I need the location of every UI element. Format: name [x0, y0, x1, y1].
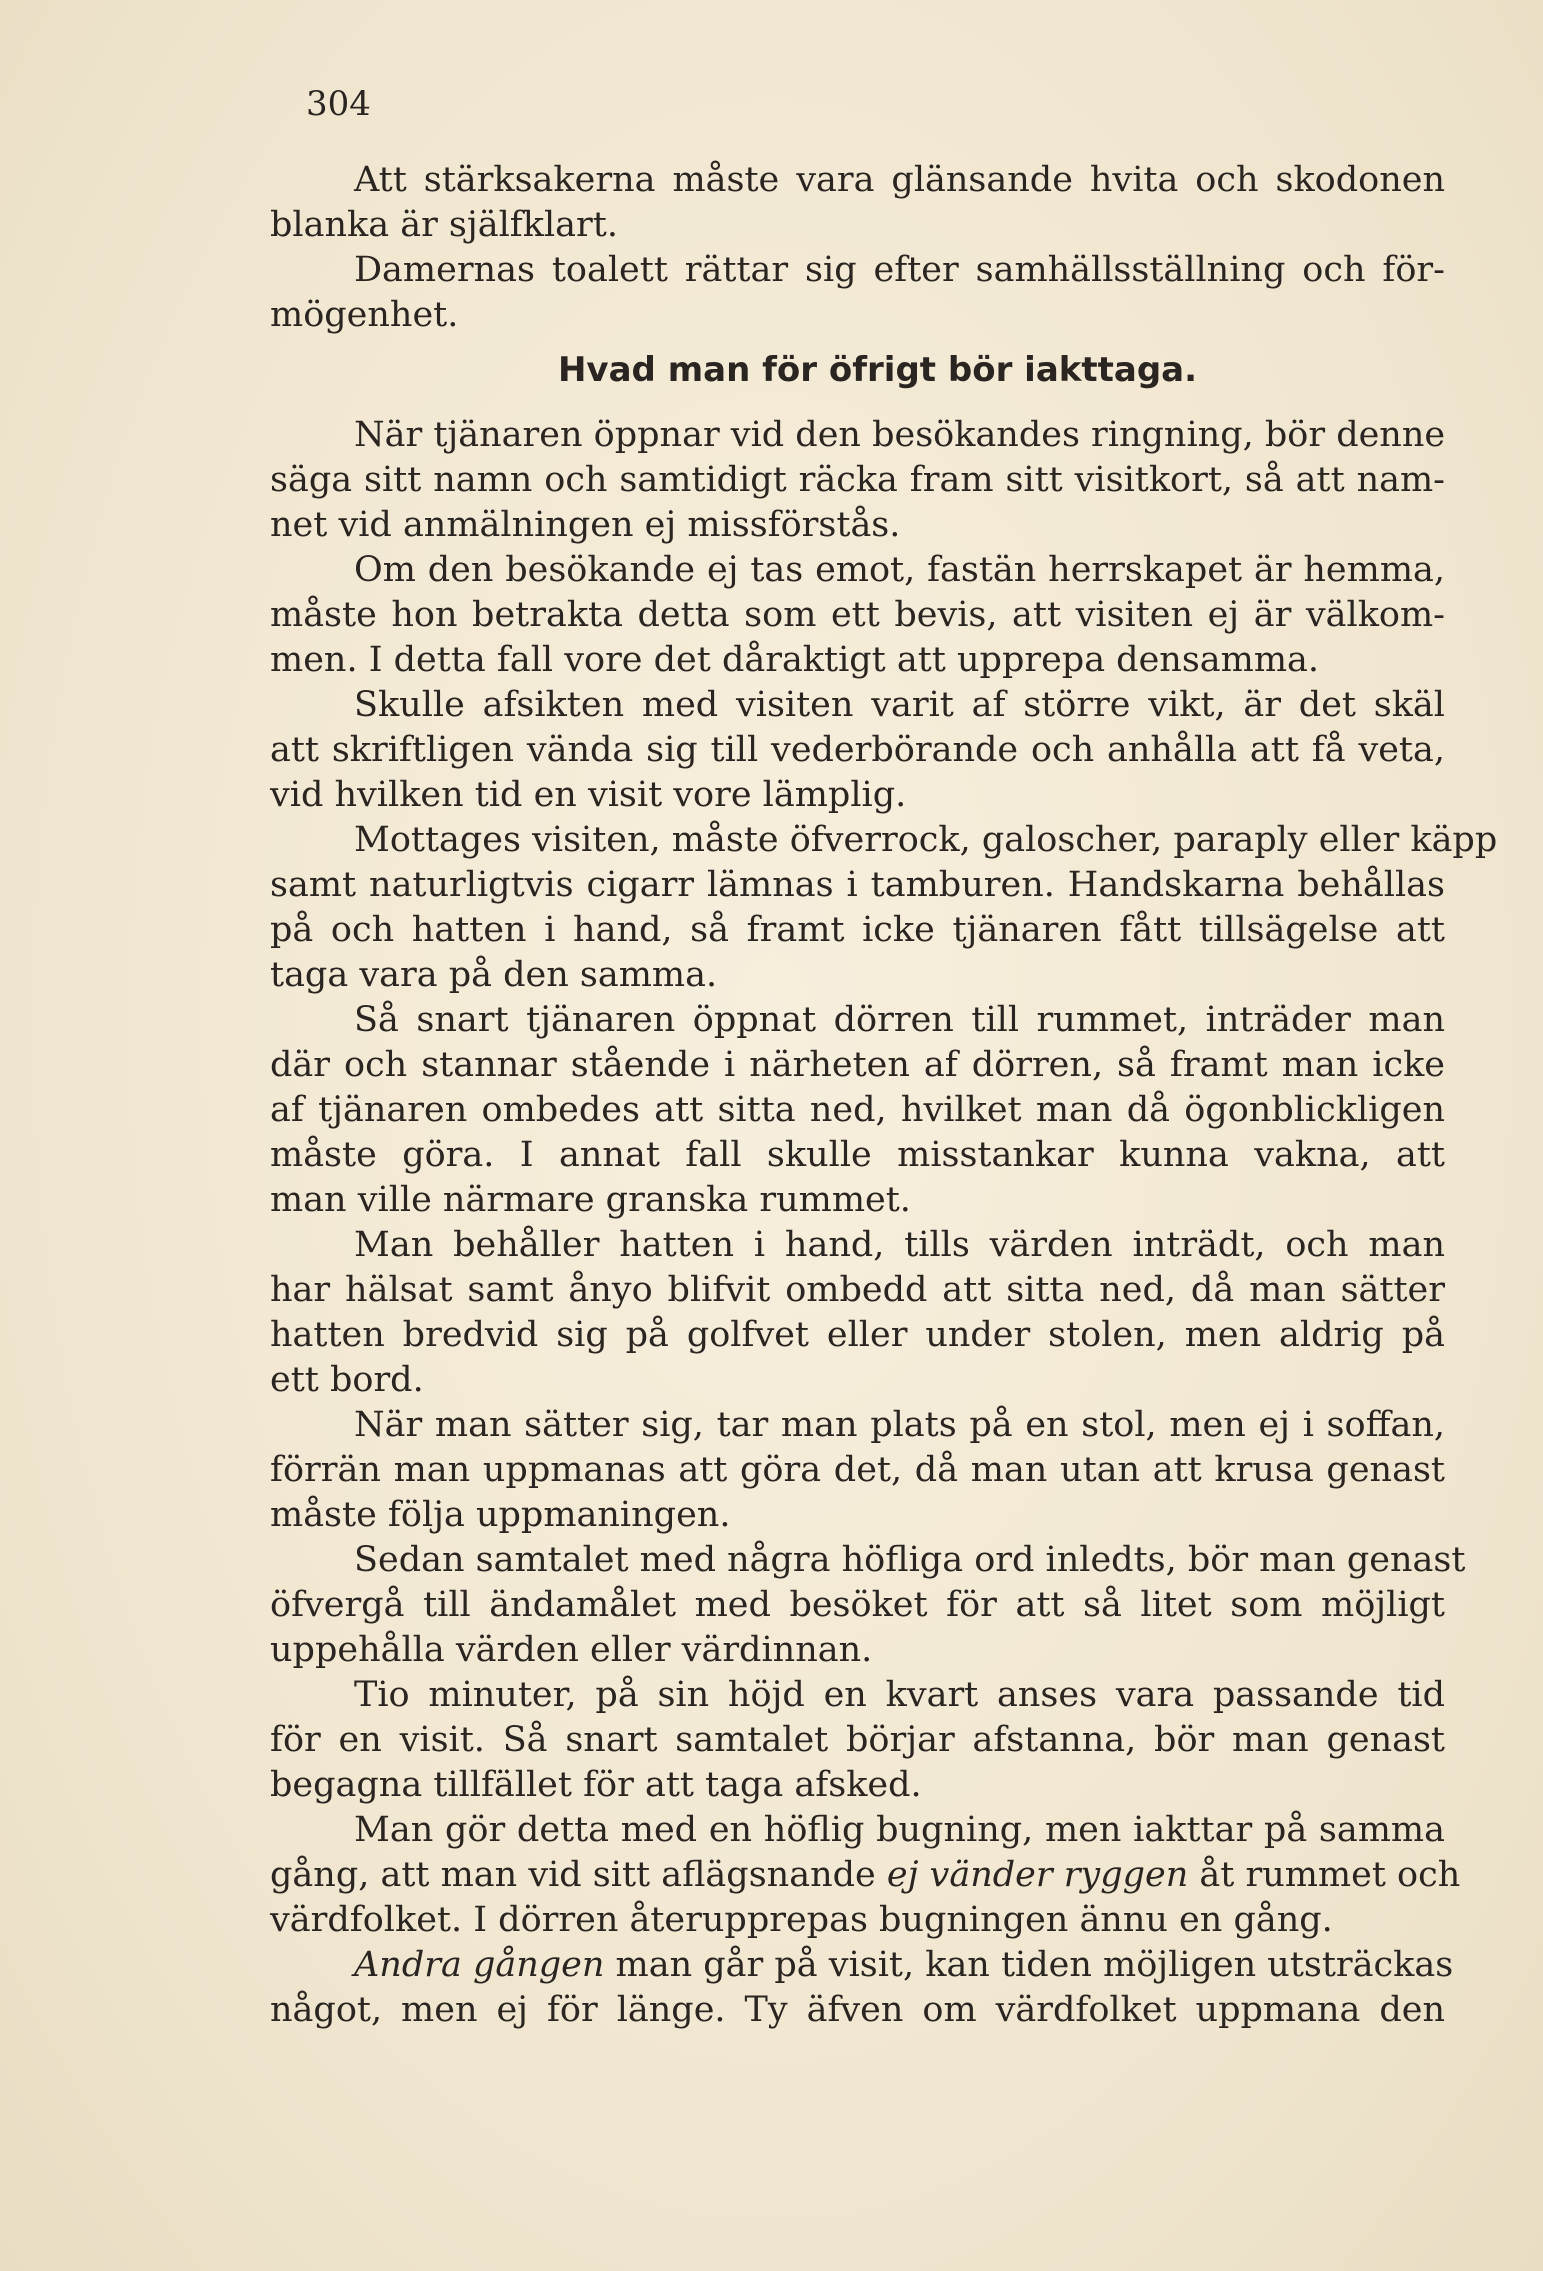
text-line: Damernas toalett rättar sig efter samhällsställning och för-	[354, 250, 1445, 290]
text-line: något, men ej för länge. Ty äfven om värdfolket uppmana den	[270, 1990, 1445, 2030]
text-line: net vid anmälningen ej missförstås.	[270, 505, 901, 545]
text-line: Att stärksakerna måste vara glänsande hvita och skodonen	[354, 160, 1445, 200]
text-line: där och stannar stående i närheten af dörren, så framt man icke	[270, 1045, 1445, 1085]
text-line: Om den besökande ej tas emot, fastän herrskapet är hemma,	[354, 550, 1445, 590]
text-line: hatten bredvid sig på golfvet eller under stolen, men aldrig på	[270, 1315, 1445, 1355]
text-line: för en visit. Så snart samtalet börjar afstanna, bör man genast	[270, 1720, 1445, 1760]
text-line: begagna tillfället för att taga afsked.	[270, 1765, 922, 1805]
text-line: att skriftligen vända sig till vederbörande och anhålla att få veta,	[270, 730, 1445, 770]
text-line: mögenhet.	[270, 295, 459, 335]
text-line: säga sitt namn och samtidigt räcka fram sitt visitkort, så att nam-	[270, 460, 1445, 500]
text-line: samt naturligtvis cigarr lämnas i tamburen. Handskarna behållas	[270, 865, 1445, 905]
text-line: Man gör detta med en höflig bugning, men iakttar på samma	[354, 1810, 1445, 1850]
text-line: När man sätter sig, tar man plats på en stol, men ej i soffan,	[354, 1405, 1445, 1445]
page-number: 304	[306, 84, 371, 124]
text-line: Sedan samtalet med några höfliga ord inledts, bör man genast	[354, 1540, 1466, 1580]
text-line: Så snart tjänaren öppnat dörren till rummet, inträder man	[354, 1000, 1445, 1040]
text-line: uppehålla värden eller värdinnan.	[270, 1630, 873, 1670]
text-line: Tio minuter, på sin höjd en kvart anses vara passande tid	[354, 1675, 1445, 1715]
text-line: taga vara på den samma.	[270, 955, 718, 995]
text-run: man går på visit, kan tiden möjligen utsträckas	[604, 1945, 1454, 1985]
text-line: på och hatten i hand, så framt icke tjänaren fått tillsägelse att	[270, 910, 1445, 950]
text-line: har hälsat samt ånyo blifvit ombedd att sitta ned, då man sätter	[270, 1270, 1445, 1310]
text-line	[270, 1943, 1454, 1988]
text-line: man ville närmare granska rummet.	[270, 1180, 911, 1220]
text-line: När tjänaren öppnar vid den besökandes ringning, bör denne	[354, 415, 1446, 455]
text-run: åt rummet och	[1188, 1855, 1461, 1895]
text-line: förrän man uppmanas att göra det, då man utan att krusa genast	[270, 1450, 1445, 1490]
text-line: men. I detta fall vore det dåraktigt att upprepa densamma.	[270, 640, 1320, 680]
text-line: af tjänaren ombedes att sitta ned, hvilket man då ögonblickligen	[270, 1090, 1445, 1130]
text-line: ett bord.	[270, 1360, 424, 1400]
text-line: måste följa uppmaningen.	[270, 1495, 731, 1535]
text-line: vid hvilken tid en visit vore lämplig.	[270, 775, 907, 815]
text-run: gång, att man vid sitt aflägsnande	[270, 1855, 887, 1895]
text-line: Mottages visiten, måste öfverrock, galoscher, paraply eller käpp	[354, 820, 1498, 860]
section-heading: Hvad man för öfrigt bör iakttaga.	[557, 350, 1198, 390]
text-line: öfvergå till ändamålet med besöket för att så litet som möjligt	[270, 1585, 1445, 1625]
text-line: blanka är själfklart.	[270, 205, 618, 245]
emphasis-text: ej vänder ryggen	[886, 1855, 1189, 1895]
text-line: måste göra. I annat fall skulle misstankar kunna vakna, att	[270, 1135, 1445, 1175]
text-line: Man behåller hatten i hand, tills värden inträdt, och man	[354, 1225, 1445, 1265]
emphasis-text: Andra gången	[354, 1945, 605, 1985]
text-line: måste hon betrakta detta som ett bevis, att visiten ej är välkom-	[270, 595, 1445, 635]
text-line: värdfolket. I dörren återupprepas bugningen ännu en gång.	[270, 1900, 1333, 1940]
body-text	[270, 158, 1498, 2033]
text-line: Skulle afsikten med visiten varit af större vikt, är det skäl	[354, 685, 1445, 725]
text-line	[270, 1853, 1461, 1898]
